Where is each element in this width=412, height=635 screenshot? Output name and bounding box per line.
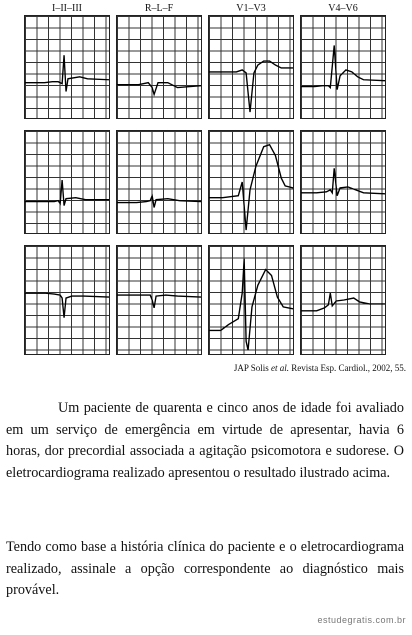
ecg-figure [24, 0, 410, 360]
ecg-lead-aVR [116, 15, 202, 119]
site-watermark: estudegratis.com.br [317, 615, 406, 625]
column-label-augmented-leads: R–L–F [144, 3, 174, 14]
figure-citation [0, 363, 406, 373]
citation-authors: JAP Solis [233, 363, 271, 373]
column-label-limb-leads: I–II–III [52, 3, 82, 14]
ecg-lead-V1 [208, 15, 294, 119]
question-paragraph-1: Um paciente de quarenta e cinco anos de idade foi avaliado em um serviço de emergência em virtude de apresentar, havia 6 horas, dor precordial associada a agitação psicomotora e sudorese. O eletrocardiograma realizado apresentou o resultado ilustrado acima. [6, 400, 404, 481]
column-label-v1-v3: V1–V3 [236, 3, 266, 14]
ecg-lead-V2 [208, 130, 294, 234]
ecg-lead-II [24, 130, 110, 234]
ecg-lead-III [24, 245, 110, 355]
ecg-lead-I [24, 15, 110, 119]
ecg-lead-V5 [300, 130, 386, 234]
ecg-lead-aVF [116, 245, 202, 355]
column-label-v4-v6: V4–V6 [328, 3, 358, 14]
ecg-lead-aVL [116, 130, 202, 234]
ecg-lead-V4 [300, 15, 386, 119]
citation-source: Revista Esp. Cardiol., 2002, 55. [289, 363, 406, 373]
ecg-lead-V3 [208, 245, 294, 355]
question-paragraph-2: Tendo como base a história clínica do paciente e o eletrocardiograma realizado, assinale a opção correspondente ao diagnóstico mais provável. [6, 539, 404, 598]
citation-et-al: et al. [271, 363, 289, 373]
ecg-lead-V6 [300, 245, 386, 355]
